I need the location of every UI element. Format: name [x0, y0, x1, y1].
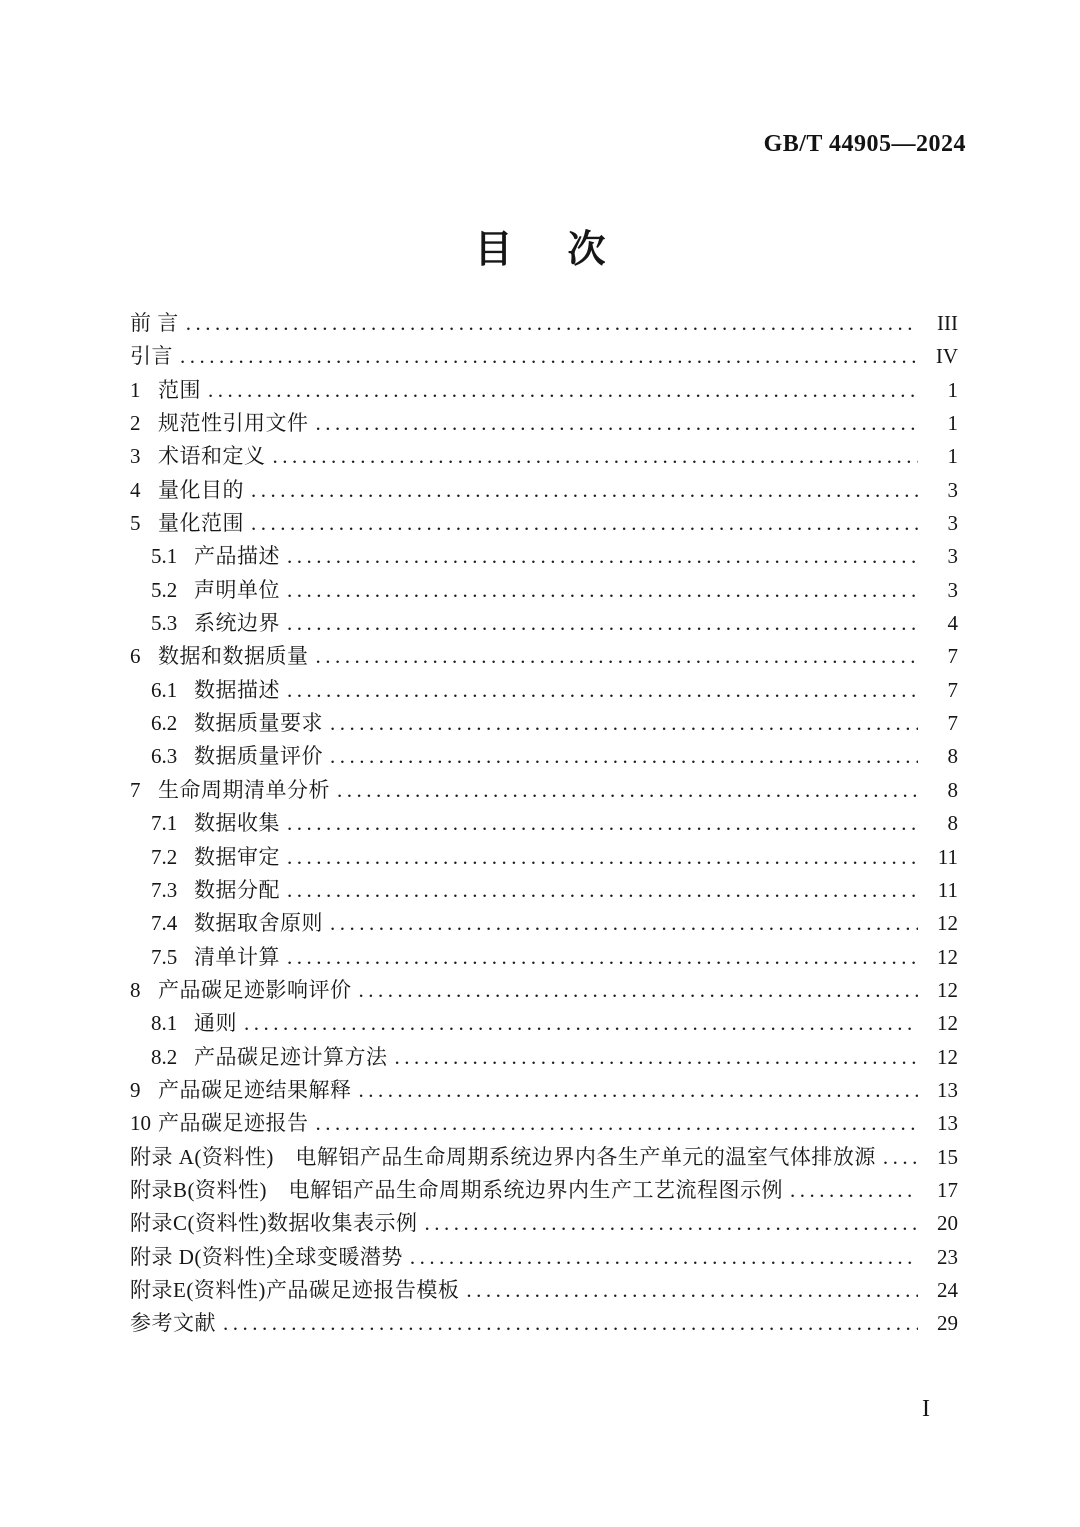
toc-dot-leader [316, 1107, 919, 1140]
toc-entry [130, 507, 958, 540]
toc-entry-label: 产品碳足迹报告 [158, 1111, 309, 1136]
toc-entry-label: 附录E(资料性)产品碳足迹报告模板 [130, 1277, 460, 1302]
toc-entry-page: 20 [937, 1211, 958, 1236]
toc-dot-leader [287, 941, 918, 974]
toc-entry [130, 540, 958, 573]
toc-dot-leader [287, 574, 918, 607]
toc-list [130, 307, 958, 1341]
toc-entry-number: 8.2 [151, 1044, 178, 1069]
toc-entry-label: 产品碳足迹影响评价 [158, 977, 352, 1002]
toc-entry-page: III [937, 311, 958, 335]
toc-entry-label: 规范性引用文件 [158, 411, 309, 436]
toc-entry-page: 12 [937, 911, 958, 936]
toc-entry [130, 674, 958, 707]
toc-entry [130, 440, 958, 473]
toc-entry-label: 量化范围 [158, 511, 244, 536]
toc-dot-leader [287, 807, 918, 840]
toc-entry [130, 1241, 958, 1274]
toc-dot-leader [251, 474, 918, 507]
toc-entry-number: 7.5 [151, 944, 178, 969]
toc-entry-page: 1 [947, 377, 958, 402]
toc-dot-leader [287, 607, 918, 640]
toc-entry-page: 3 [947, 477, 958, 502]
toc-entry-number: 5.2 [151, 577, 178, 602]
toc-entry-label: 数据收集 [194, 811, 280, 836]
toc-dot-leader [316, 640, 919, 673]
toc-dot-leader [180, 340, 918, 373]
toc-entry-label: 量化目的 [158, 477, 244, 502]
toc-dot-leader [287, 874, 918, 907]
toc-entry [130, 1074, 958, 1107]
toc-entry-number: 6.3 [151, 744, 178, 769]
toc-dot-leader [330, 707, 918, 740]
toc-entry-label: 数据质量评价 [194, 744, 323, 769]
toc-dot-leader [186, 307, 918, 340]
toc-entry [130, 1274, 958, 1307]
toc-entry [130, 707, 958, 740]
toc-entry-page: 3 [947, 577, 958, 602]
toc-entry-page: 12 [937, 944, 958, 969]
toc-entry-page: 15 [937, 1144, 958, 1169]
toc-dot-leader [223, 1307, 918, 1340]
page-title: 目 次 [474, 229, 606, 271]
toc-entry-number: 4 [130, 477, 141, 502]
toc-entry [130, 1007, 958, 1040]
toc-entry [130, 607, 958, 640]
toc-dot-leader [330, 907, 918, 940]
toc-entry [130, 374, 958, 407]
toc-entry-page: 7 [947, 711, 958, 736]
toc-entry-page: 1 [947, 444, 958, 469]
toc-entry [130, 907, 958, 940]
toc-entry-label: 产品碳足迹结果解释 [158, 1077, 352, 1102]
toc-entry-label: 附录 A(资料性) 电解铝产品生命周期系统边界内各生产单元的温室气体排放源 [130, 1144, 876, 1169]
toc-entry-label: 数据和数据质量 [158, 644, 309, 669]
toc-entry [130, 774, 958, 807]
toc-entry-label: 声明单位 [194, 577, 280, 602]
toc-dot-leader [316, 407, 919, 440]
toc-entry-number: 5 [130, 511, 141, 536]
toc-entry-label: 参考文献 [130, 1311, 216, 1336]
toc-entry [130, 1141, 958, 1174]
toc-entry-label: 通则 [194, 1011, 237, 1036]
toc-entry-label: 数据审定 [194, 844, 280, 869]
toc-entry-number: 8.1 [151, 1011, 178, 1036]
toc-entry-number: 1 [130, 377, 141, 402]
toc-entry [130, 307, 958, 340]
standard-number: GB/T 44905—2024 [763, 131, 966, 157]
toc-entry-page: 11 [937, 877, 958, 902]
toc-entry-number: 7.1 [151, 811, 178, 836]
toc-dot-leader [790, 1174, 918, 1207]
toc-dot-leader [395, 1041, 919, 1074]
toc-entry-label: 范围 [158, 377, 201, 402]
toc-entry-number: 5.1 [151, 544, 178, 569]
toc-entry [130, 1174, 958, 1207]
toc-dot-leader [287, 674, 918, 707]
toc-entry [130, 740, 958, 773]
toc-dot-leader [883, 1141, 918, 1174]
toc-dot-leader [410, 1241, 918, 1274]
toc-entry-number: 5.3 [151, 611, 178, 636]
toc-dot-leader [466, 1274, 918, 1307]
toc-entry-number: 7 [130, 777, 141, 802]
toc-entry-page: 12 [937, 977, 958, 1002]
toc-entry [130, 841, 958, 874]
toc-entry-page: 8 [947, 811, 958, 836]
toc-entry-label: 生命周期清单分析 [158, 777, 330, 802]
toc-entry-label: 附录B(资料性) 电解铝产品生命周期系统边界内生产工艺流程图示例 [130, 1177, 783, 1202]
toc-entry-label: 产品描述 [194, 544, 280, 569]
toc-entry-label: 清单计算 [194, 944, 280, 969]
toc-dot-leader [287, 540, 918, 573]
toc-entry-number: 7.3 [151, 877, 178, 902]
toc-entry-page: 12 [937, 1011, 958, 1036]
toc-dot-leader [208, 374, 918, 407]
toc-entry-page: 1 [947, 411, 958, 436]
toc-entry-page: 7 [947, 677, 958, 702]
toc-entry-number: 6.2 [151, 711, 178, 736]
toc-entry-page: 4 [947, 611, 958, 636]
toc-entry-label: 数据取舍原则 [194, 911, 323, 936]
toc-entry-number: 8 [130, 977, 141, 1002]
toc-entry-label: 产品碳足迹计算方法 [194, 1044, 388, 1069]
toc-entry-page: 8 [947, 777, 958, 802]
toc-dot-leader [251, 507, 918, 540]
toc-entry-label: 前 言 [130, 311, 179, 335]
toc-entry-number: 2 [130, 411, 141, 436]
toc-entry [130, 1041, 958, 1074]
toc-entry [130, 974, 958, 1007]
toc-dot-leader [337, 774, 918, 807]
toc-entry-label: 数据质量要求 [194, 711, 323, 736]
toc-dot-leader [273, 440, 919, 473]
toc-entry-number: 3 [130, 444, 141, 469]
toc-entry [130, 1107, 958, 1140]
toc-entry-page: 17 [937, 1177, 958, 1202]
toc-entry-page: 23 [937, 1244, 958, 1269]
toc-entry-page: 13 [937, 1077, 958, 1102]
toc-entry-label: 引言 [130, 344, 173, 369]
toc-entry [130, 640, 958, 673]
toc-entry-page: 29 [937, 1311, 958, 1336]
toc-entry-label: 术语和定义 [158, 444, 266, 469]
toc-entry-page: 12 [937, 1044, 958, 1069]
toc-dot-leader [359, 1074, 919, 1107]
toc-dot-leader [425, 1207, 919, 1240]
toc-entry [130, 474, 958, 507]
toc-entry [130, 407, 958, 440]
toc-entry-label: 附录C(资料性)数据收集表示例 [130, 1211, 418, 1236]
toc-entry-label: 数据描述 [194, 677, 280, 702]
toc-entry-label: 系统边界 [194, 611, 280, 636]
folio-page-number: I [922, 1396, 930, 1422]
toc-entry-number: 9 [130, 1077, 141, 1102]
toc-dot-leader [359, 974, 919, 1007]
toc-entry-number: 10 [130, 1111, 151, 1136]
toc-entry-page: 11 [937, 844, 958, 869]
toc-entry-page: 3 [947, 511, 958, 536]
toc-dot-leader [330, 740, 918, 773]
toc-entry-page: IV [935, 344, 958, 369]
toc-entry [130, 874, 958, 907]
toc-entry-label: 数据分配 [194, 877, 280, 902]
toc-entry-number: 6.1 [151, 677, 178, 702]
toc-entry [130, 574, 958, 607]
toc-entry-page: 3 [947, 544, 958, 569]
toc-entry-page: 24 [937, 1277, 958, 1302]
toc-entry-page: 8 [947, 744, 958, 769]
toc-entry [130, 1307, 958, 1340]
toc-dot-leader [287, 841, 918, 874]
toc-entry-label: 附录 D(资料性)全球变暖潜势 [130, 1244, 403, 1269]
toc-entry [130, 807, 958, 840]
toc-entry-page: 7 [947, 644, 958, 669]
toc-dot-leader [244, 1007, 918, 1040]
toc-entry-number: 7.2 [151, 844, 178, 869]
toc-entry [130, 941, 958, 974]
toc-entry [130, 340, 958, 373]
toc-entry-number: 6 [130, 644, 141, 669]
toc-entry-page: 13 [937, 1111, 958, 1136]
toc-entry [130, 1207, 958, 1240]
toc-entry-number: 7.4 [151, 911, 178, 936]
